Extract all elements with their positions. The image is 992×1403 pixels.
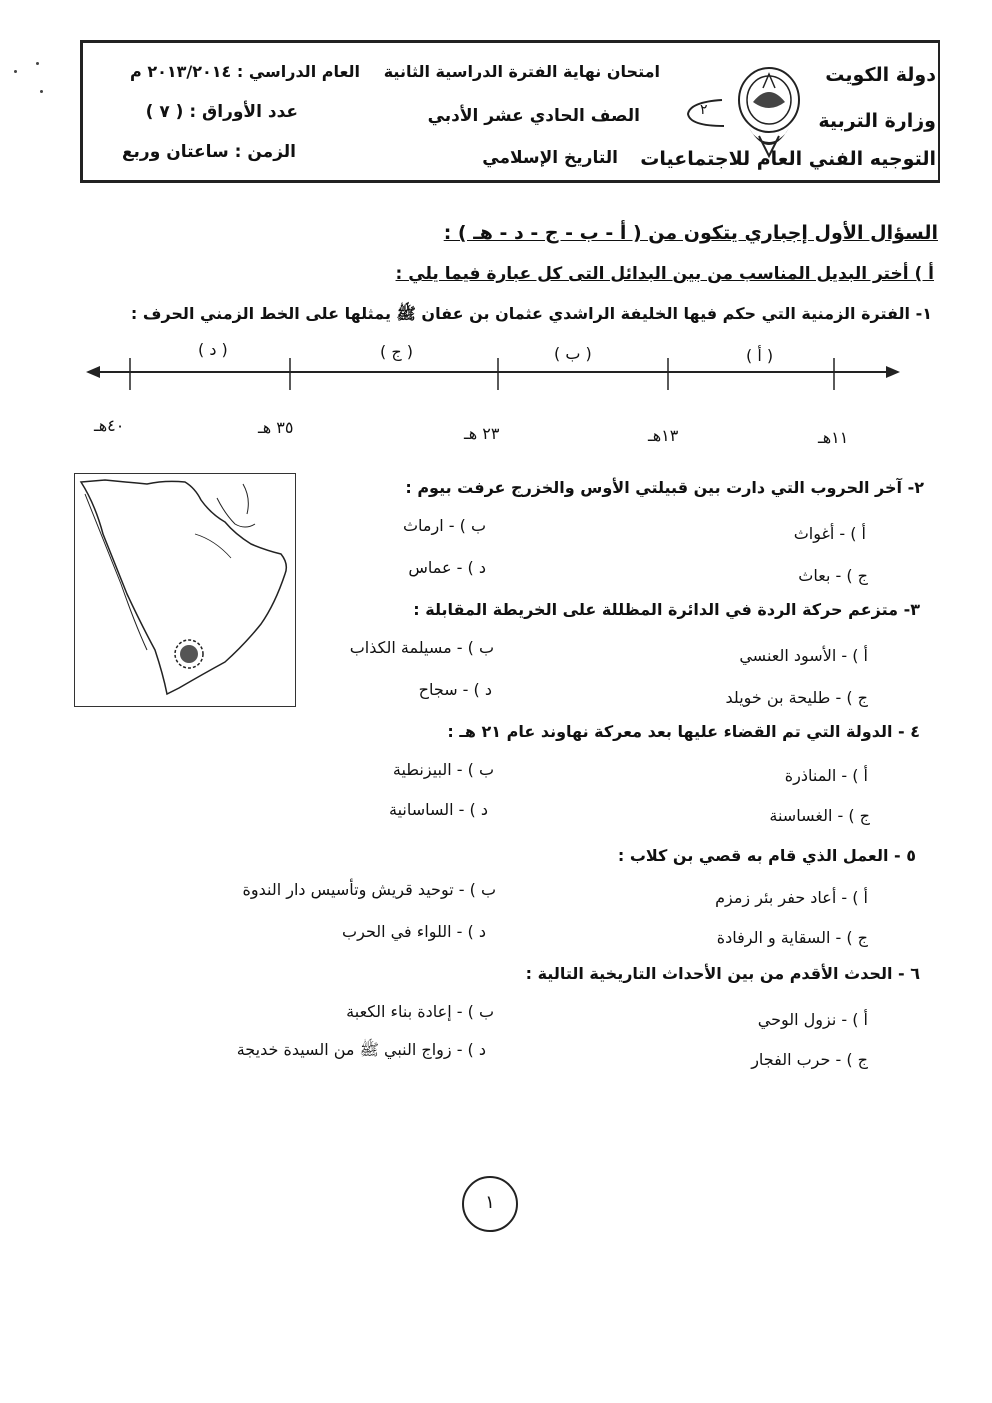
timeline [82, 336, 902, 447]
timeline-segment-a: ( أ ) [746, 346, 774, 365]
header-department: التوجيه الفني العام للاجتماعيات [640, 148, 936, 170]
header-ministry: وزارة التربية [818, 110, 936, 132]
question-5-option-d[interactable]: د ) - اللواء في الحرب [342, 922, 486, 941]
section-title: السؤال الأول إجباري يتكون من ( أ - ب - ج - د - هـ ) : [443, 222, 938, 244]
arabian-peninsula-map [74, 473, 296, 707]
question-5-option-c[interactable]: ج ) - السقاية و الرفادة [716, 928, 868, 947]
question-4-option-d[interactable]: د ) - الساسانية [388, 800, 488, 819]
question-6-option-a[interactable]: أ ) - نزول الوحي [757, 1010, 868, 1029]
question-6-text: ٦ - الحدث الأقدم من بين الأحداث التاريخية التالية : [525, 964, 920, 983]
question-4-option-a[interactable]: أ ) - المناذرة [784, 766, 868, 785]
question-2-option-a[interactable]: أ ) - أغواث [793, 524, 866, 543]
timeline-tick-11: ١١هـ [818, 428, 849, 447]
question-3-option-a[interactable]: أ ) - الأسود العنسي [739, 646, 868, 665]
question-4-option-c[interactable]: ج ) - الغساسنة [769, 806, 870, 825]
question-2-option-b[interactable]: ب ) - ارماث [402, 516, 486, 535]
number-mark: ٢ [684, 96, 728, 130]
timeline-tick-35: ٣٥ هـ [258, 418, 294, 437]
question-5-option-a[interactable]: أ ) - أعاد حفر بئر زمزم [715, 888, 868, 907]
question-2-option-c[interactable]: ج ) - بعاث [798, 566, 868, 585]
scan-speck [14, 70, 17, 73]
academic-year: العام الدراسي : ٢٠١٣/٢٠١٤ م [130, 62, 360, 81]
question-6-option-c[interactable]: ج ) - حرب الفجار [751, 1050, 868, 1069]
question-5-text: ٥ - العمل الذي قام به قصي بن كلاب : [617, 846, 916, 865]
subject-label: التاريخ الإسلامي [482, 148, 618, 168]
pages-count: عدد الأوراق : ( ٧ ) [145, 102, 298, 122]
timeline-tick-23: ٢٣ هـ [464, 424, 500, 443]
scan-speck [36, 62, 39, 65]
question-3-option-c[interactable]: ج ) - طليحة بن خويلد [725, 688, 868, 707]
timeline-tick-40: ٤٠هـ [94, 416, 125, 435]
question-1-text: ١- الفترة الزمنية التي حكم فيها الخليفة الراشدي عثمان بن عفان ﷺ يمثلها على الخط الزمني الحرف : [130, 304, 932, 323]
question-4-option-b[interactable]: ب ) - البيزنطية [392, 760, 494, 779]
grade-label: الصف الحادي عشر الأدبي [427, 106, 640, 126]
exam-title: امتحان نهاية الفترة الدراسية الثانية [383, 62, 660, 81]
question-5-option-b[interactable]: ب ) - توحيد قريش وتأسيس دار الندوة [242, 880, 496, 899]
question-3-option-b[interactable]: ب ) - مسيلمة الكذاب [349, 638, 494, 657]
question-2-text: ٢- آخر الحروب التي دارت بين قبيلتي الأوس والخزرج عرفت بيوم : [405, 478, 924, 497]
question-3-text: ٣- متزعم حركة الردة في الدائرة المظللة على الخريطة المقابلة : [413, 600, 920, 619]
exam-duration: الزمن : ساعتان وربع [121, 142, 296, 162]
header-country: دولة الكويت [825, 64, 936, 86]
question-4-text: ٤ - الدولة التي تم القضاء عليها بعد معركة نهاوند عام ٢١ هـ : [447, 722, 920, 741]
page-number: ١ [462, 1176, 518, 1232]
timeline-segment-c: ( ج ) [380, 342, 413, 361]
question-6-option-d[interactable]: د ) - زواج النبي ﷺ من السيدة خديجة [236, 1040, 486, 1059]
question-6-option-b[interactable]: ب ) - إعادة بناء الكعبة [346, 1002, 494, 1021]
timeline-segment-d: ( د ) [198, 340, 228, 359]
question-2-option-d[interactable]: د ) - عماس [408, 558, 486, 577]
kuwait-emblem-icon [733, 62, 805, 162]
scan-speck [40, 90, 43, 93]
timeline-segment-b: ( ب ) [554, 344, 592, 363]
section-instruction: أ ) أختر البديل المناسب من بين البدائل التى كل عبارة فيما يلي : [395, 264, 934, 284]
question-3-option-d[interactable]: د ) - سجاح [418, 680, 492, 699]
timeline-tick-13: ١٣هـ [648, 426, 679, 445]
